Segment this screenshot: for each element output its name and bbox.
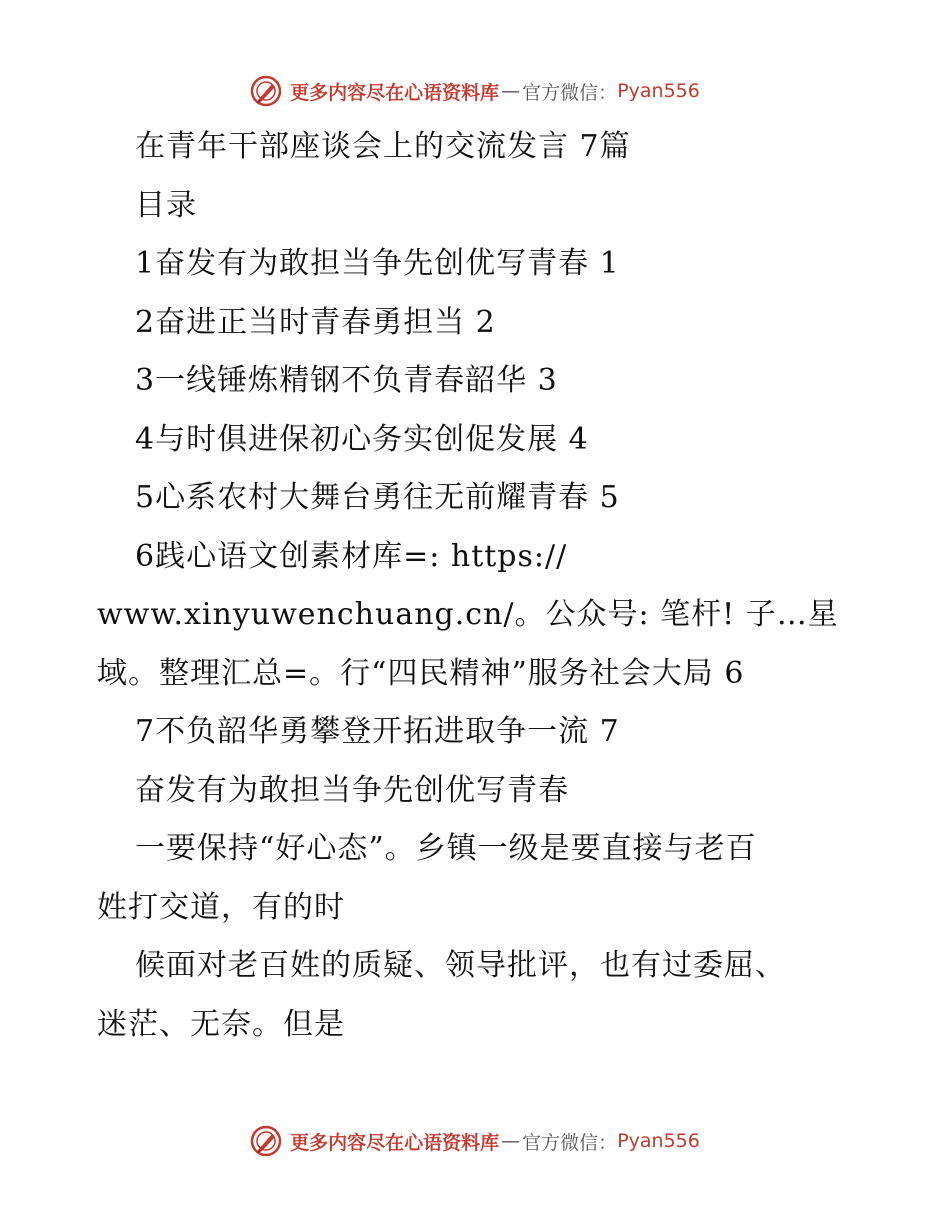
section-heading: 奋发有为敢担当争先创优写青春 [135, 772, 569, 808]
document-body [97, 118, 857, 1054]
toc-item-6-line-2: www.xinyuwenchuang.cn/。公众号: 笔杆! 子…星 [97, 597, 839, 632]
toc-item-4: 4与时俱进保初心务实创促发展 4 [135, 421, 589, 457]
paragraph-1-line-2: 姓打交道，有的时 [97, 889, 345, 925]
watermark-wechat-id: Pyan556 [617, 1130, 700, 1152]
toc-item-7: 7不负韶华勇攀登开拓进取争一流 7 [135, 714, 620, 749]
toc-item-1: 1奋发有为敢担当争先创优写青春 1 [135, 246, 620, 281]
toc-item-5: 5心系农村大舞台勇往无前耀青春 5 [135, 480, 620, 515]
watermark-brand-text: 更多内容尽在心语资料库 [290, 1131, 500, 1154]
pen-logo-icon [250, 75, 282, 107]
document-title: 在青年干部座谈会上的交流发言 7篇 [135, 129, 631, 164]
watermark-wechat-label: 官方微信： [522, 1131, 618, 1154]
watermark-wechat-label: 官方微信： [522, 81, 618, 104]
pen-logo-icon [250, 1125, 282, 1157]
toc-item-6-line-1: 6践心语文创素材库=: https:// [135, 538, 568, 574]
toc-item-3: 3一线锤炼精钢不负青春韶华 3 [135, 363, 558, 398]
watermark-wechat-id: Pyan556 [617, 80, 700, 102]
footer-watermark [0, 1121, 950, 1161]
header-watermark [0, 71, 950, 111]
toc-item-6-line-3: 域。整理汇总=。行“四民精神”服务社会大局 6 [97, 655, 745, 691]
watermark-dash: — [501, 80, 521, 102]
paragraph-2-line-1: 候面对老百姓的质疑、领导批评，也有过委屈、 [135, 948, 786, 983]
toc-heading: 目录 [135, 187, 197, 223]
toc-item-2: 2奋进正当时青春勇担当 2 [135, 304, 496, 340]
watermark-brand-text: 更多内容尽在心语资料库 [290, 81, 500, 104]
watermark-dash: — [501, 1130, 521, 1152]
paragraph-2-line-2: 迷茫、无奈。但是 [97, 1006, 345, 1042]
paragraph-1-line-1: 一要保持“好心态”。乡镇一级是要直接与老百 [135, 831, 757, 866]
